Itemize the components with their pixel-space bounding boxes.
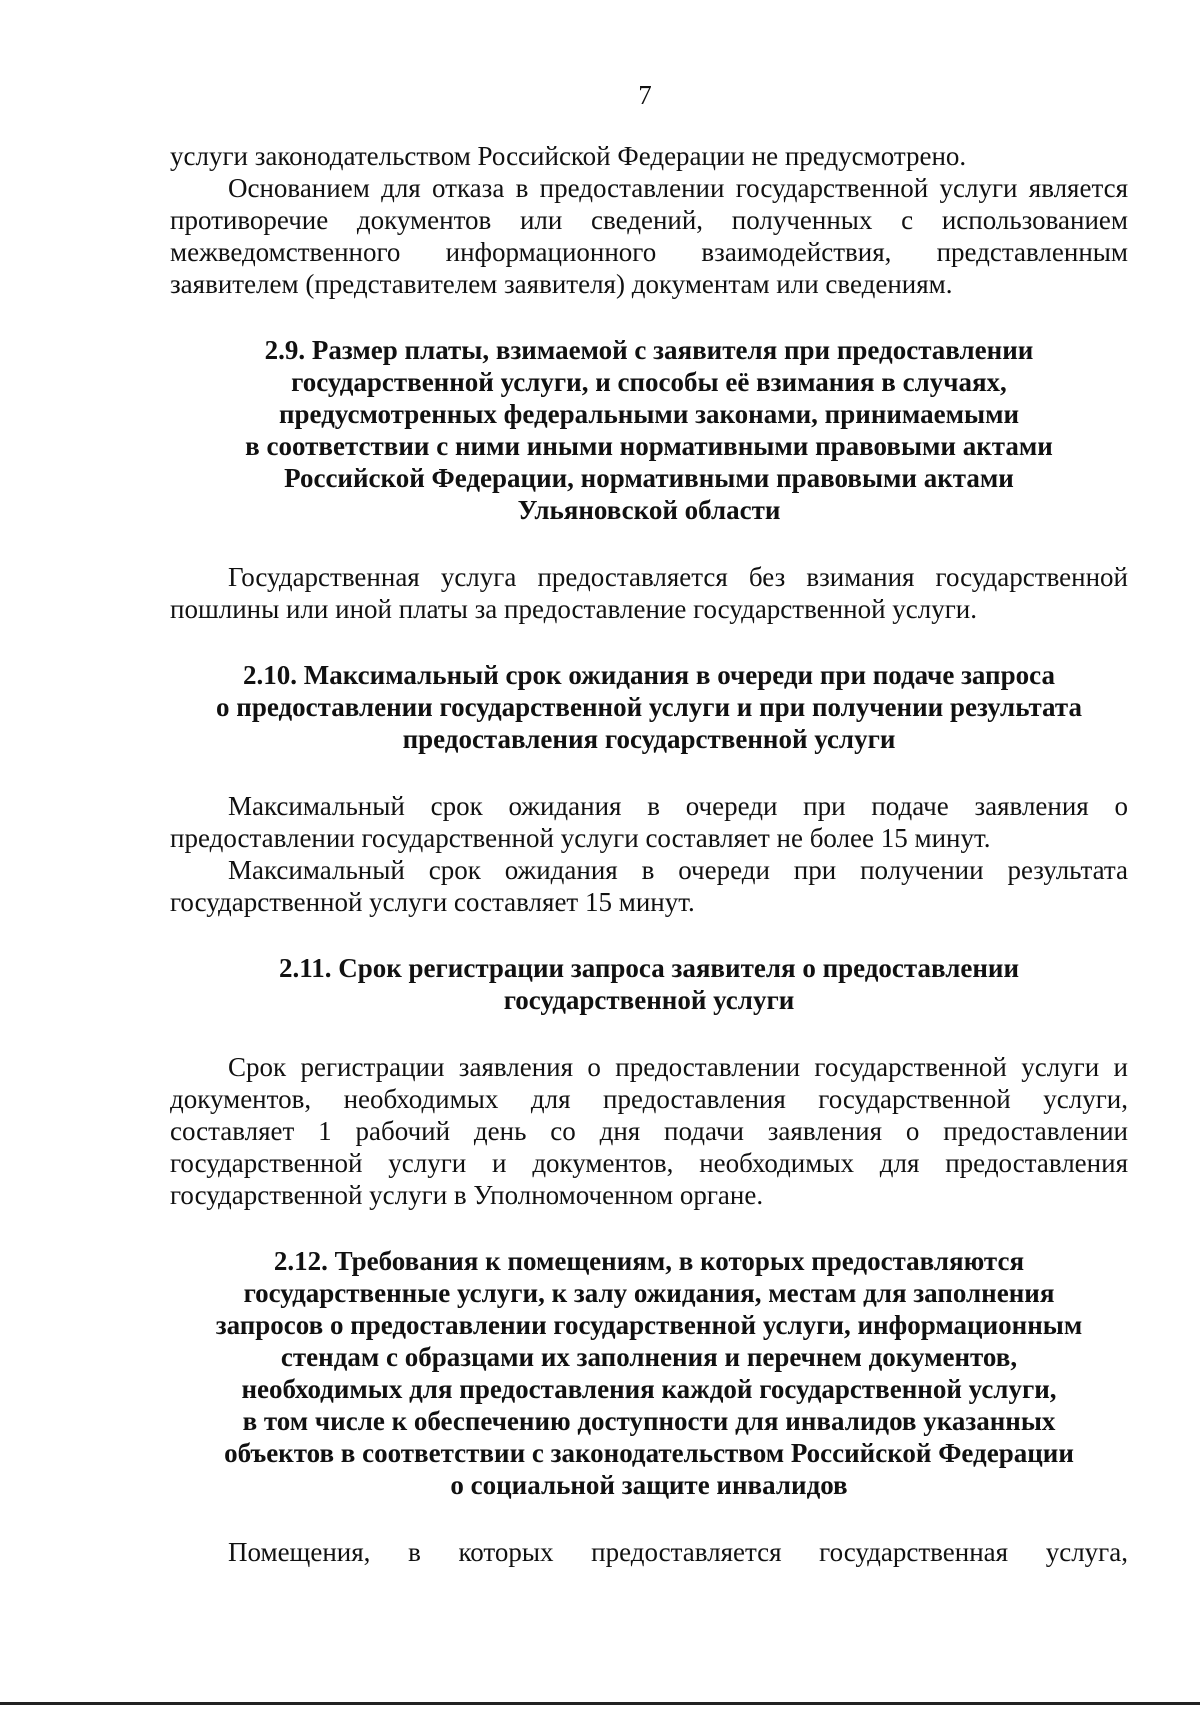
heading-line: предусмотренных федеральными законами, принимаемыми xyxy=(278,399,1020,429)
section-2-12-text-start: Помещения, в которых предоставляется государственная услуга, xyxy=(228,1537,1128,1567)
heading-line: запросов о предоставлении государственной услуги, информационным xyxy=(215,1310,1083,1340)
heading-line: предоставления государственной услуги xyxy=(402,724,896,754)
continuation-line: услуги законодательством Российской Федерации не предусмотрено. xyxy=(170,141,967,171)
heading-line: 2.10. Максимальный срок ожидания в очереди при подаче запроса xyxy=(243,660,1055,690)
heading-line: государственной услуги xyxy=(503,985,795,1015)
heading-line: объектов в соответствии с законодательством Российской Федерации xyxy=(224,1438,1074,1468)
section-2-12-heading xyxy=(170,1245,1128,1501)
section-2-10-paragraph-1: Максимальный срок ожидания в очереди при подаче заявления о предоставлении государственной услуги составляет не более 15 минут. xyxy=(170,791,1128,853)
heading-line: необходимых для предоставления каждой государственной услуги, xyxy=(241,1374,1057,1404)
heading-line: в соответствии с ними иными нормативными правовыми актами xyxy=(245,431,1053,461)
section-2-10-paragraph-2: Максимальный срок ожидания в очереди при получении результата государственной услуги составляет 15 минут. xyxy=(170,855,1128,917)
section-2-11-text: Срок регистрации заявления о предоставлении государственной услуги и документов, необходимых для предоставления государственной услуги, составляет 1 рабочий день со дня подачи заявления о предоставлении государственной услуги и документов, необходимых для предоставления государственной услуги в Уполномоченном органе. xyxy=(170,1052,1128,1210)
heading-line: 2.11. Срок регистрации запроса заявителя о предоставлении xyxy=(278,953,1020,983)
section-2-11-heading xyxy=(170,952,1128,1016)
heading-line: государственные услуги, к залу ожидания, местам для заполнения xyxy=(243,1278,1055,1308)
page-number: 7 xyxy=(638,80,652,110)
heading-line: 2.9. Размер платы, взимаемой с заявителя при предоставлении xyxy=(264,335,1034,365)
scan-bottom-edge xyxy=(0,1702,1200,1705)
section-2-10-heading xyxy=(170,659,1128,755)
refusal-grounds-paragraph: Основанием для отказа в предоставлении государственной услуги является противоречие документов или сведений, полученных с использованием межведомственного информационного взаимодействия, представленным заявителем (представителем заявителя) документам или сведениям. xyxy=(170,173,1128,299)
document-body xyxy=(170,140,1128,1568)
heading-line: в том числе к обеспечению доступности для инвалидов указанных xyxy=(242,1406,1056,1436)
heading-line: Российской Федерации, нормативными правовыми актами xyxy=(284,463,1014,493)
heading-line: о предоставлении государственной услуги и при получении результата xyxy=(216,692,1082,722)
heading-line: государственной услуги, и способы её взимания в случаях, xyxy=(291,367,1007,397)
section-2-9-heading xyxy=(170,334,1128,526)
heading-line: стендам с образцами их заполнения и перечнем документов, xyxy=(280,1342,1018,1372)
section-2-9-text: Государственная услуга предоставляется без взимания государственной пошлины или иной платы за предоставление государственной услуги. xyxy=(170,562,1128,624)
heading-line: Ульяновской области xyxy=(517,495,781,525)
heading-line: о социальной защите инвалидов xyxy=(450,1470,848,1500)
heading-line: 2.12. Требования к помещениям, в которых предоставляются xyxy=(273,1246,1025,1276)
